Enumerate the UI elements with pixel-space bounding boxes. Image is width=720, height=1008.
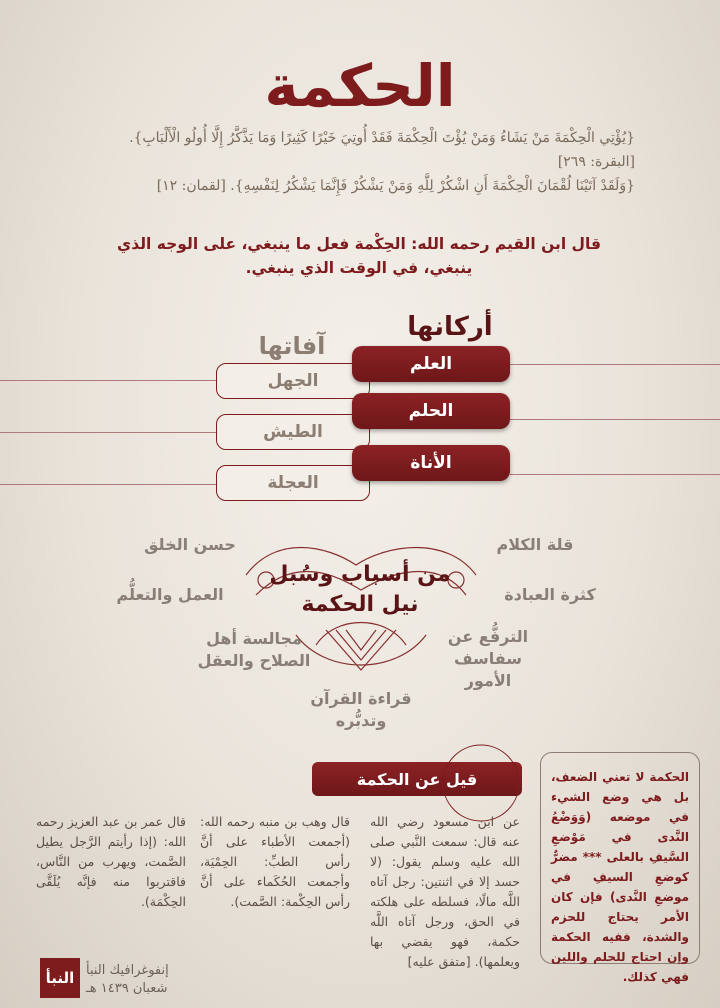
saying-ibn-masud: عن ابن مسعود رضي الله عنه قال: سمعت النَّبي صلى الله عليه وسلم يقول: (لا حسد إلا في اثنتين: رجل آتاه اللَّه مالًا، فسلطه على هلكته في الحق، ورجل آتاه اللَّه حكمة، فهو يقضي بها ويعلمها). [متفق عليه] bbox=[370, 814, 520, 969]
cause-item: العمل والتعلُّم bbox=[116, 585, 224, 604]
verse-baqarah: {يُؤْتِي الْحِكْمَةَ مَنْ يَشَاءُ وَمَنْ يُؤْتَ الْحِكْمَةَ فَقَدْ أُوتِيَ خَيْرًا كَثِيرًا وَمَا يَذَّكَّرُ إِلَّا أُولُو الْأَلْبَابِ}. [البقرة: ٢٦٩] bbox=[129, 130, 635, 170]
pillar-label: الحلم bbox=[408, 401, 454, 421]
divider-line bbox=[0, 484, 220, 485]
pillar-deliberation bbox=[352, 445, 510, 481]
ibn-qayyim-quote: قال ابن القيم رحمه الله: الحِكْمة فعل ما ينبغي، على الوجه الذي ينبغي، في الوقت الذي ينبغي. bbox=[117, 235, 601, 277]
cause-item: حسن الخلق bbox=[144, 535, 236, 554]
pillar-knowledge bbox=[352, 346, 510, 382]
pillar-label: العلم bbox=[409, 354, 453, 374]
sayings-heading-label: قيل عن الحكمة bbox=[356, 769, 478, 789]
cause-item: الترفُّع عن سفاسف الأمور bbox=[447, 627, 529, 690]
banes-heading: آفاتها bbox=[258, 332, 326, 360]
bane-haste bbox=[216, 465, 370, 501]
bane-label: العجلة bbox=[267, 473, 319, 493]
divider-line bbox=[510, 419, 720, 420]
causes-title-line: نيل الحكمة bbox=[301, 592, 419, 617]
cause-item: كثرة العبادة bbox=[504, 585, 596, 604]
divider-line bbox=[510, 474, 720, 475]
verse-luqman: {وَلَقَدْ آتَيْنَا لُقْمَانَ الْحِكْمَةَ أَنِ اشْكُرْ لِلَّهِ وَمَنْ يَشْكُرْ فَإِنَّمَا يَشْكُرُ لِنَفْسِهِ}. [لقمان: ١٢] bbox=[156, 178, 635, 194]
saying-umar: قال عمر بن عبد العزيز رحمه الله: (إذا رأيتم الرَّجل يطيل الصَّمت، ويهرب من النَّاس، فاقتربوا منه فإنَّه يُلَقَّى الحِكْمَة). bbox=[36, 814, 186, 909]
bane-label: الجهل bbox=[267, 371, 319, 391]
pillar-forbearance bbox=[352, 393, 510, 429]
bane-ignorance bbox=[216, 363, 370, 399]
pillar-label: الأناة bbox=[410, 453, 452, 473]
cause-item: قلة الكلام bbox=[496, 535, 574, 554]
footer-text bbox=[86, 962, 246, 998]
causes-center-title bbox=[250, 560, 470, 620]
divider-line bbox=[510, 364, 720, 365]
cause-item: مجالسة أهل الصلاح والعقل bbox=[197, 629, 311, 670]
cause-item: قراءة القرآن وتدبُّره bbox=[310, 689, 412, 730]
logo: النبأ bbox=[40, 958, 80, 998]
saying-wahb: قال وهب بن منبه رحمه الله: (أجمعت الأطباء على أنَّ رأس الطبِّ: الحِمْيَة، وأجمعت الحُكَماء على أنَّ رأس الحِكْمة: الصَّمت). bbox=[200, 814, 350, 909]
bane-recklessness bbox=[216, 414, 370, 450]
bane-label: الطيش bbox=[263, 422, 323, 442]
footer-line: إنفوغرافيك النبأ bbox=[86, 963, 169, 978]
footer-line: شعبان ١٤٣٩ هـ bbox=[86, 981, 168, 996]
causes-title-line: من أسباب وسُبل bbox=[269, 562, 451, 587]
pillars-heading: أركانها bbox=[407, 312, 493, 342]
wisdom-note-box: الحكمة لا تعني الضعف، بل هي وضع الشيء في موضعه (وَوَضْعُ النَّدى في مَوْضعِ السَّيفِ بالعلى *** مضرٌّ كوضعِ السيفِ في موضعِ النَّدى) فإن كان الأمر يحتاج للحزم والشدة، ففيه الحكمة وإن احتاج للحلم واللين فهي كذلك. bbox=[540, 752, 700, 964]
divider-line bbox=[0, 432, 220, 433]
divider-line bbox=[0, 380, 220, 381]
page-title: الحكمة bbox=[264, 52, 456, 120]
